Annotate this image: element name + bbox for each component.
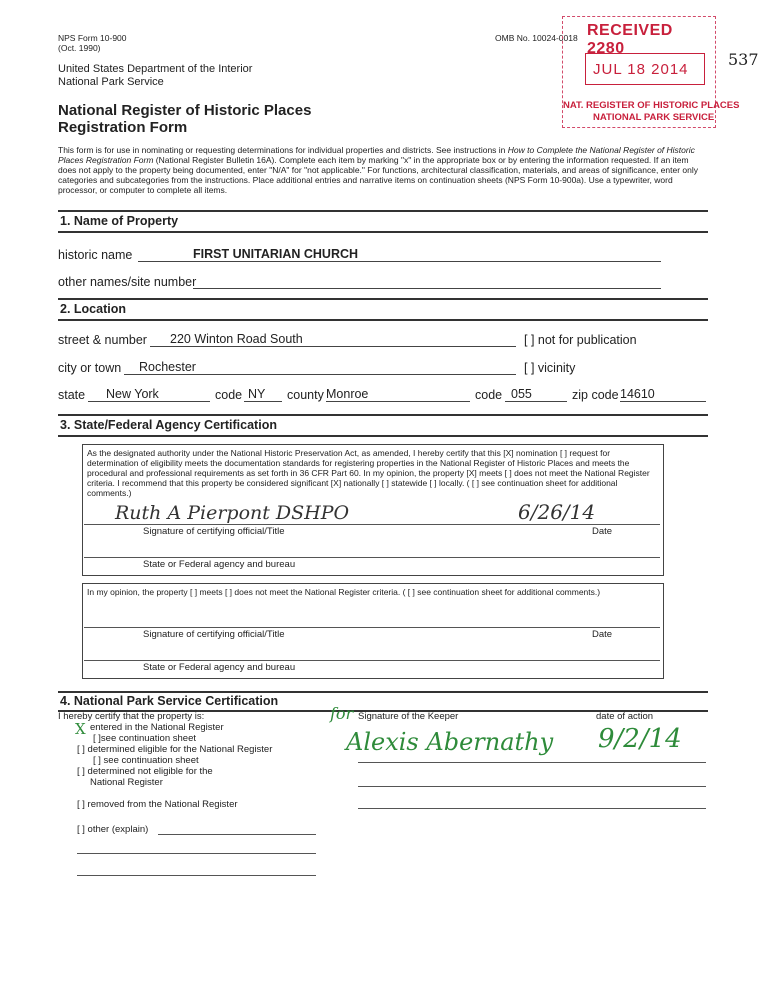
- agency-line: [84, 557, 660, 558]
- stamp-received: RECEIVED 2280: [587, 22, 673, 57]
- stamp-date: JUL 18 2014: [593, 61, 689, 78]
- explain-line-2: [77, 875, 316, 876]
- certification-date: 6/26/14: [518, 500, 596, 524]
- agency-label: State or Federal agency and bureau: [143, 559, 296, 570]
- agency-name: National Park Service: [58, 76, 164, 88]
- option-eligible[interactable]: [ ] determined eligible for the National Register: [77, 744, 273, 755]
- keeper-line-1: [358, 762, 706, 763]
- form-title: National Register of Historic Places: [58, 102, 312, 119]
- section-rule: [58, 414, 708, 416]
- section-2-heading: 2. Location: [60, 302, 126, 316]
- historic-name-field[interactable]: FIRST UNITARIAN CHURCH: [138, 247, 661, 262]
- explain-line-1: [77, 853, 316, 854]
- option-removed[interactable]: [ ] removed from the National Register: [77, 799, 238, 810]
- section-rule: [58, 210, 708, 212]
- date-label-2: Date: [592, 629, 613, 640]
- form-date: (Oct. 1990): [58, 43, 101, 53]
- historic-name-label: historic name: [58, 248, 133, 262]
- zip-field[interactable]: 14610: [620, 387, 706, 402]
- option-entered[interactable]: entered in the National Register: [90, 722, 224, 733]
- section-rule: [58, 298, 708, 300]
- option-not-eligible[interactable]: [ ] determined not eligible for the: [77, 766, 213, 777]
- signature-line: [84, 524, 660, 525]
- signature-label: Signature of certifying official/Title: [143, 526, 285, 537]
- action-date: 9/2/14: [598, 724, 682, 754]
- agency-label-2: State or Federal agency and bureau: [143, 662, 296, 673]
- section-4-heading: 4. National Park Service Certification: [60, 694, 279, 708]
- section-rule: [58, 319, 708, 321]
- intro-paragraph: This form is for use in nominating or requesting determinations for individual properties and districts. See instructions in How to Complete the National Register of Historic Places Registration Form (National Register Bulletin 16A). Complete each item by marking "x" in the appropriate box or by entering the information requested. If an item does not apply to the property being documented, enter "N/A" for "not applicable." For functions, architectural classification, materials, and areas of significance, enter only categories and subcategories from the instructions. Place additional entries and narrative items on continuation sheets (NPS Form 10-900a). Use a typewriter, word processor, or computer to complete all items.: [58, 145, 698, 195]
- date-label: Date: [592, 526, 613, 537]
- zip-label: zip code: [572, 388, 619, 402]
- keeper-line-3: [358, 808, 706, 809]
- entered-check: X: [75, 720, 86, 738]
- section-3-heading: 3. State/Federal Agency Certification: [60, 418, 277, 432]
- certifying-signature: Ruth A Pierpont DSHPO: [115, 502, 350, 524]
- other-names-label: other names/site number: [58, 275, 197, 289]
- street-label: street & number: [58, 333, 147, 347]
- stamp-register: NAT. REGISTER OF HISTORIC PLACES: [563, 100, 740, 111]
- keeper-label: Signature of the Keeper: [358, 711, 459, 722]
- action-date-label: date of action: [596, 711, 654, 722]
- state-code-field[interactable]: NY: [244, 387, 282, 402]
- option-other[interactable]: [ ] other (explain): [77, 824, 149, 835]
- form-number: NPS Form 10-900: [58, 33, 127, 43]
- section-rule: [58, 231, 708, 233]
- state-label: state: [58, 388, 86, 402]
- keeper-signature: Alexis Abernathy: [346, 728, 554, 756]
- agency-line-2: [84, 660, 660, 661]
- omb-number: OMB No. 10024-0018: [495, 33, 578, 43]
- stamp-park-service: NATIONAL PARK SERVICE: [593, 112, 715, 123]
- department-name: United States Department of the Interior: [58, 63, 253, 75]
- option-eligible-continuation[interactable]: [ ] see continuation sheet: [93, 755, 199, 766]
- other-line: [158, 834, 316, 835]
- county-field[interactable]: Monroe: [326, 387, 470, 402]
- opinion-text: In my opinion, the property [ ] meets [ ] does not meet the National Register criteria. ( [ ] see continuation sheet for additional comments.): [87, 587, 601, 597]
- section-rule: [58, 435, 708, 437]
- signature-label-2: Signature of certifying official/Title: [143, 629, 285, 640]
- city-label: city or town: [58, 361, 122, 375]
- county-label: county: [287, 388, 324, 402]
- certification-text: As the designated authority under the National Historic Preservation Act, as amended, I hereby certify that this [X] nomination [ ] request for determination of eligibility meets the documentation standards for registering properties in the National Register of Historic Places and meets the procedural and professional requirements as set forth in 36 CFR Part 60. In my opinion, the property [X] meets [ ] does not meet the National Register criteria. I recommend that this property be considered significant [X] nationally [ ] statewide [ ] locally. ( [ ] see continuation sheet for additional comments.): [87, 448, 650, 498]
- county-code-label: code: [475, 388, 503, 402]
- option-entered-continuation[interactable]: [ ]see continuation sheet: [93, 733, 196, 744]
- form-subtitle: Registration Form: [58, 119, 188, 136]
- code-label: code: [215, 388, 243, 402]
- section-1-heading: 1. Name of Property: [60, 214, 179, 228]
- city-field[interactable]: Rochester: [124, 360, 516, 375]
- street-field[interactable]: 220 Winton Road South: [150, 332, 516, 347]
- other-names-field[interactable]: [193, 274, 661, 289]
- vicinity-checkbox[interactable]: [ ] vicinity: [524, 361, 576, 375]
- keeper-initials: for: [330, 704, 354, 723]
- signature-line-2: [84, 627, 660, 628]
- nps-intro: I hereby certify that the property is:: [58, 711, 205, 722]
- keeper-line-2: [358, 786, 706, 787]
- county-code-field[interactable]: 055: [505, 387, 567, 402]
- received-stamp: [562, 16, 740, 128]
- not-for-publication[interactable]: [ ] not for publication: [524, 333, 637, 347]
- section-rule: [58, 691, 708, 693]
- state-field[interactable]: New York: [88, 387, 210, 402]
- margin-note: 537: [728, 50, 759, 69]
- option-not-eligible-cont: National Register: [90, 777, 163, 788]
